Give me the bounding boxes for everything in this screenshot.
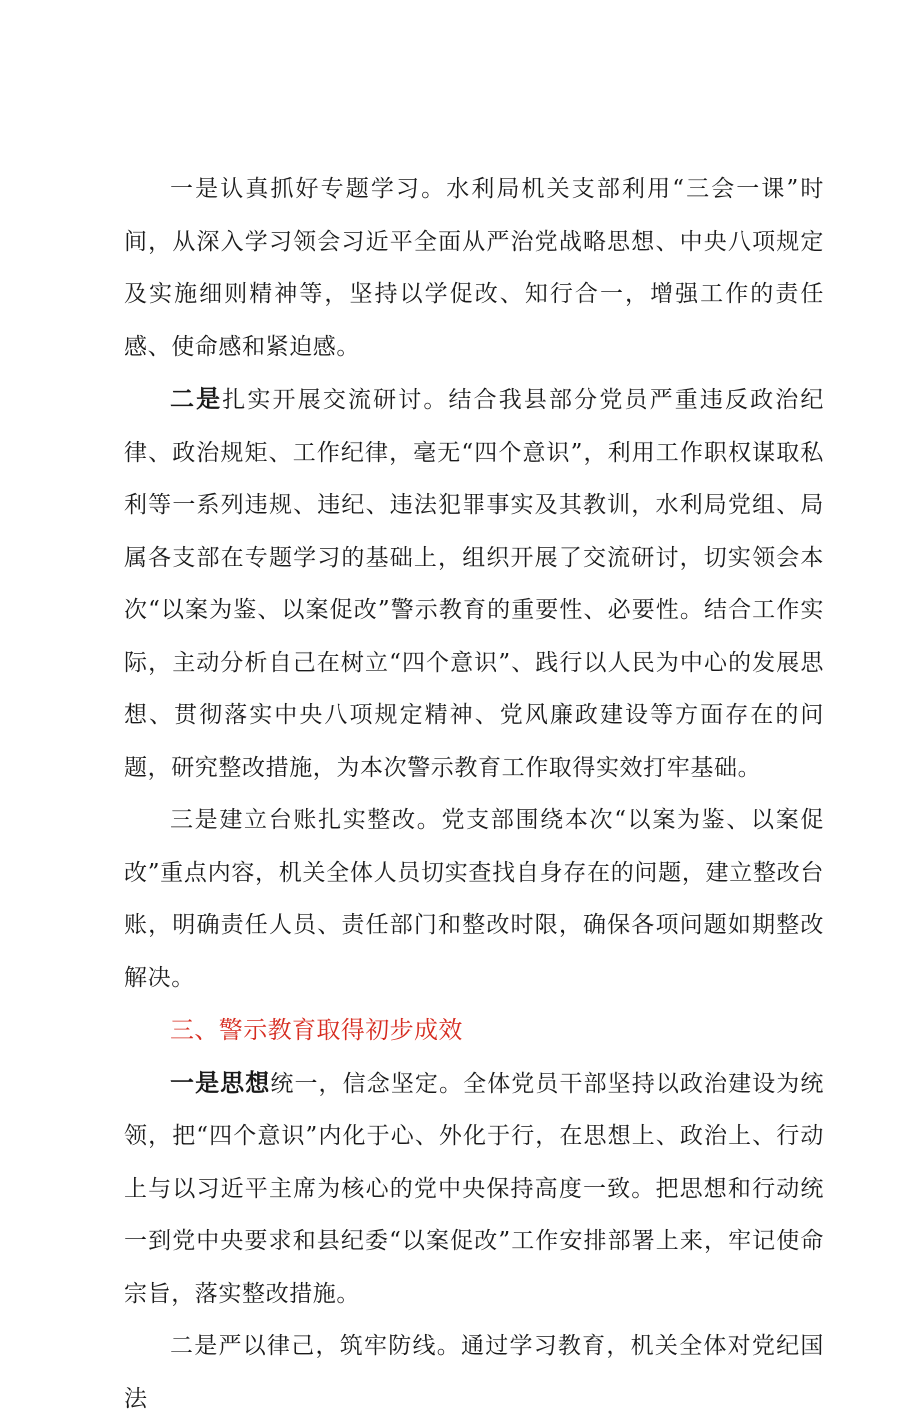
paragraph-unity-text: 统一，信念坚定。全体党员干部坚持以政治建设为统领，把“四个意识”内化于心、外化于行，在思想上、政治上、行动上与以习近平主席为核心的党中央保持高度一致。把思想和行动统一到党中央要求和县纪委“以案促改”工作安排部署上来，牢记使命宗旨，落实整改措施。 xyxy=(124,1070,824,1307)
paragraph-rectification xyxy=(124,794,824,1004)
paragraph-study-lead: 一是认真抓好专题学习。 xyxy=(170,176,447,202)
paragraph-unity-lead: 一是思想 xyxy=(170,1068,271,1097)
section-heading-results: 三、警示教育取得初步成效 xyxy=(170,1016,463,1044)
paragraph-discussion-lead: 二是 xyxy=(170,385,223,413)
paragraph-discipline-lead: 二是严以律己，筑牢防线。 xyxy=(170,1333,461,1359)
paragraph-study xyxy=(124,163,824,373)
paragraph-discussion-text: 扎实开展交流研讨。结合我县部分党员严重违反政治纪律、政治规矩、工作纪律，毫无“四个意识”，利用工作职权谋取私利等一系列违规、违纪、违法犯罪事实及其教训，水利局党组、局属各支部在专题学习的基础上，组织开展了交流研讨，切实领会本次“以案为鉴、以案促改”警示教育的重要性、必要性。结合工作实际，主动分析自己在树立“四个意识”、践行以人民为中心的发展思想、贯彻落实中央八项规定精神、党风廉政建设等方面存在的问题，研究整改措施，为本次警示教育工作取得实效打牢基础。 xyxy=(124,387,825,781)
paragraph-unity xyxy=(124,1057,824,1321)
paragraph-rectification-lead: 三是建立台账扎实整改。 xyxy=(170,807,442,833)
paragraph-rectification-text: 党支部围绕本次“以案为鉴、以案促改”重点内容，机关全体人员切实查找自身存在的问题，建立整改台账，明确责任人员、责任部门和整改时限，确保各项问题如期整改解决。 xyxy=(124,807,824,991)
document-body xyxy=(124,163,824,1425)
paragraph-discipline xyxy=(124,1320,824,1425)
paragraph-discussion xyxy=(124,373,824,794)
paragraph-study-text: 水利局机关支部利用“三会一课”时间，从深入学习领会习近平全面从严治党战略思想、中央八项规定及实施细则精神等，坚持以学促改、知行合一，增强工作的责任感、使命感和紧迫感。 xyxy=(124,176,824,360)
paragraph-discipline-text: 通过学习教育，机关全体对党纪国法 xyxy=(124,1333,824,1412)
